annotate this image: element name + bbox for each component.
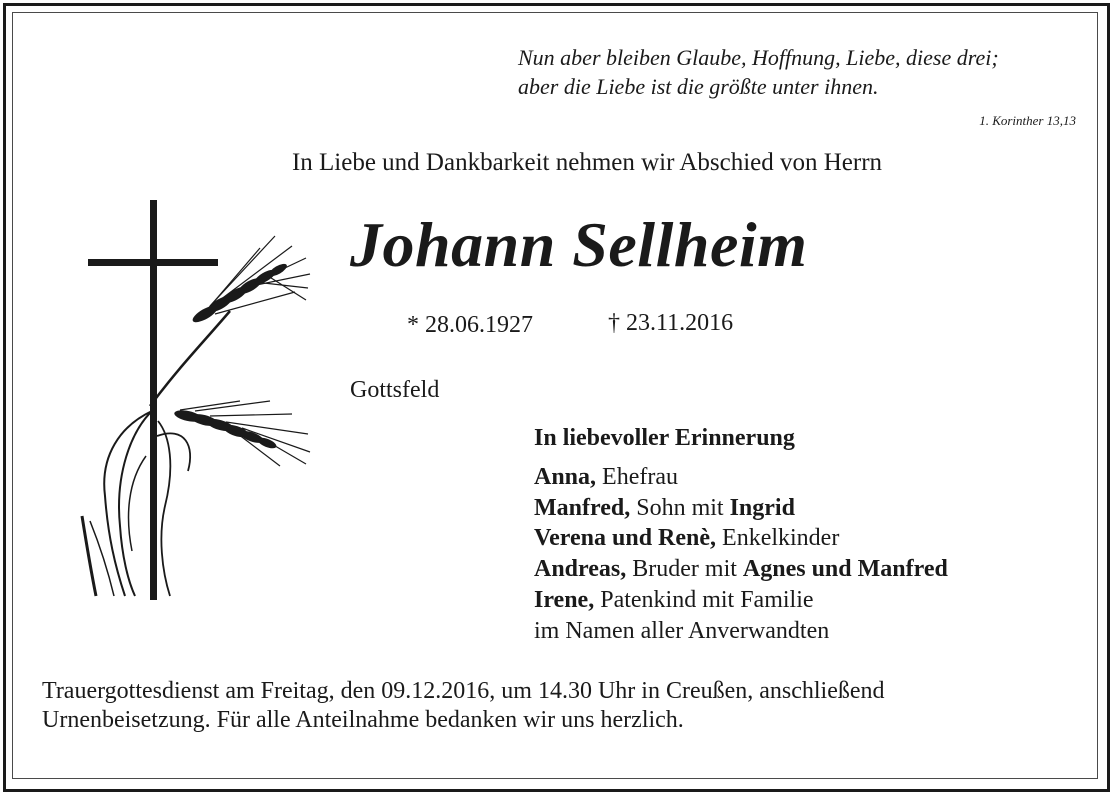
bible-quote <box>518 43 1078 101</box>
family-member-name: Anna, <box>534 463 597 490</box>
family-row <box>534 554 948 585</box>
family-relation: Bruder mit <box>626 556 743 583</box>
quote-line-1: Nun aber bleiben Glaube, Hoffnung, Liebe, diese drei; <box>518 45 999 70</box>
family-row <box>534 585 948 616</box>
family-member-name: Andreas, <box>534 556 627 583</box>
intro-text: In Liebe und Dankbarkeit nehmen wir Abschied von Herrn <box>291 149 883 176</box>
funeral-notice <box>42 677 1042 735</box>
deceased-name: Johann Sellheim <box>350 209 808 280</box>
family-list <box>534 423 948 647</box>
family-row <box>534 616 948 647</box>
family-relation: Ehefrau <box>596 463 678 490</box>
family-row <box>534 523 948 554</box>
quote-reference: 1. Korinther 13,13 <box>979 113 1076 128</box>
family-heading: In liebevoller Erinnerung <box>534 425 795 451</box>
death-date: † 23.11.2016 <box>608 310 734 336</box>
family-relation: Sohn mit <box>630 494 730 521</box>
family-member-name-2: Ingrid <box>729 494 795 521</box>
funeral-notice-line-1: Trauergottesdienst am Freitag, den 09.12.2016, um 14.30 Uhr in Creußen, anschließend <box>42 678 885 704</box>
family-member-name: Manfred, <box>534 494 631 521</box>
birth-date: * 28.06.1927 <box>407 312 533 338</box>
family-row <box>534 462 948 493</box>
family-row <box>534 493 948 524</box>
family-member-name: Verena und Renè, <box>534 525 717 552</box>
family-member-name: Irene, <box>534 586 595 613</box>
family-relation: Enkelkinder <box>716 525 840 552</box>
family-relation: Patenkind mit Familie <box>594 586 814 613</box>
family-member-name-2: Agnes und Manfred <box>742 556 948 583</box>
place-name: Gottsfeld <box>350 377 440 403</box>
quote-line-2: aber die Liebe ist die größte unter ihnen. <box>518 74 879 99</box>
funeral-notice-line-2: Urnenbeisetzung. Für alle Anteilnahme bedanken wir uns herzlich. <box>42 707 684 733</box>
family-relation: im Namen aller Anverwandten <box>534 617 830 644</box>
cross-with-wheat-icon <box>70 196 316 606</box>
